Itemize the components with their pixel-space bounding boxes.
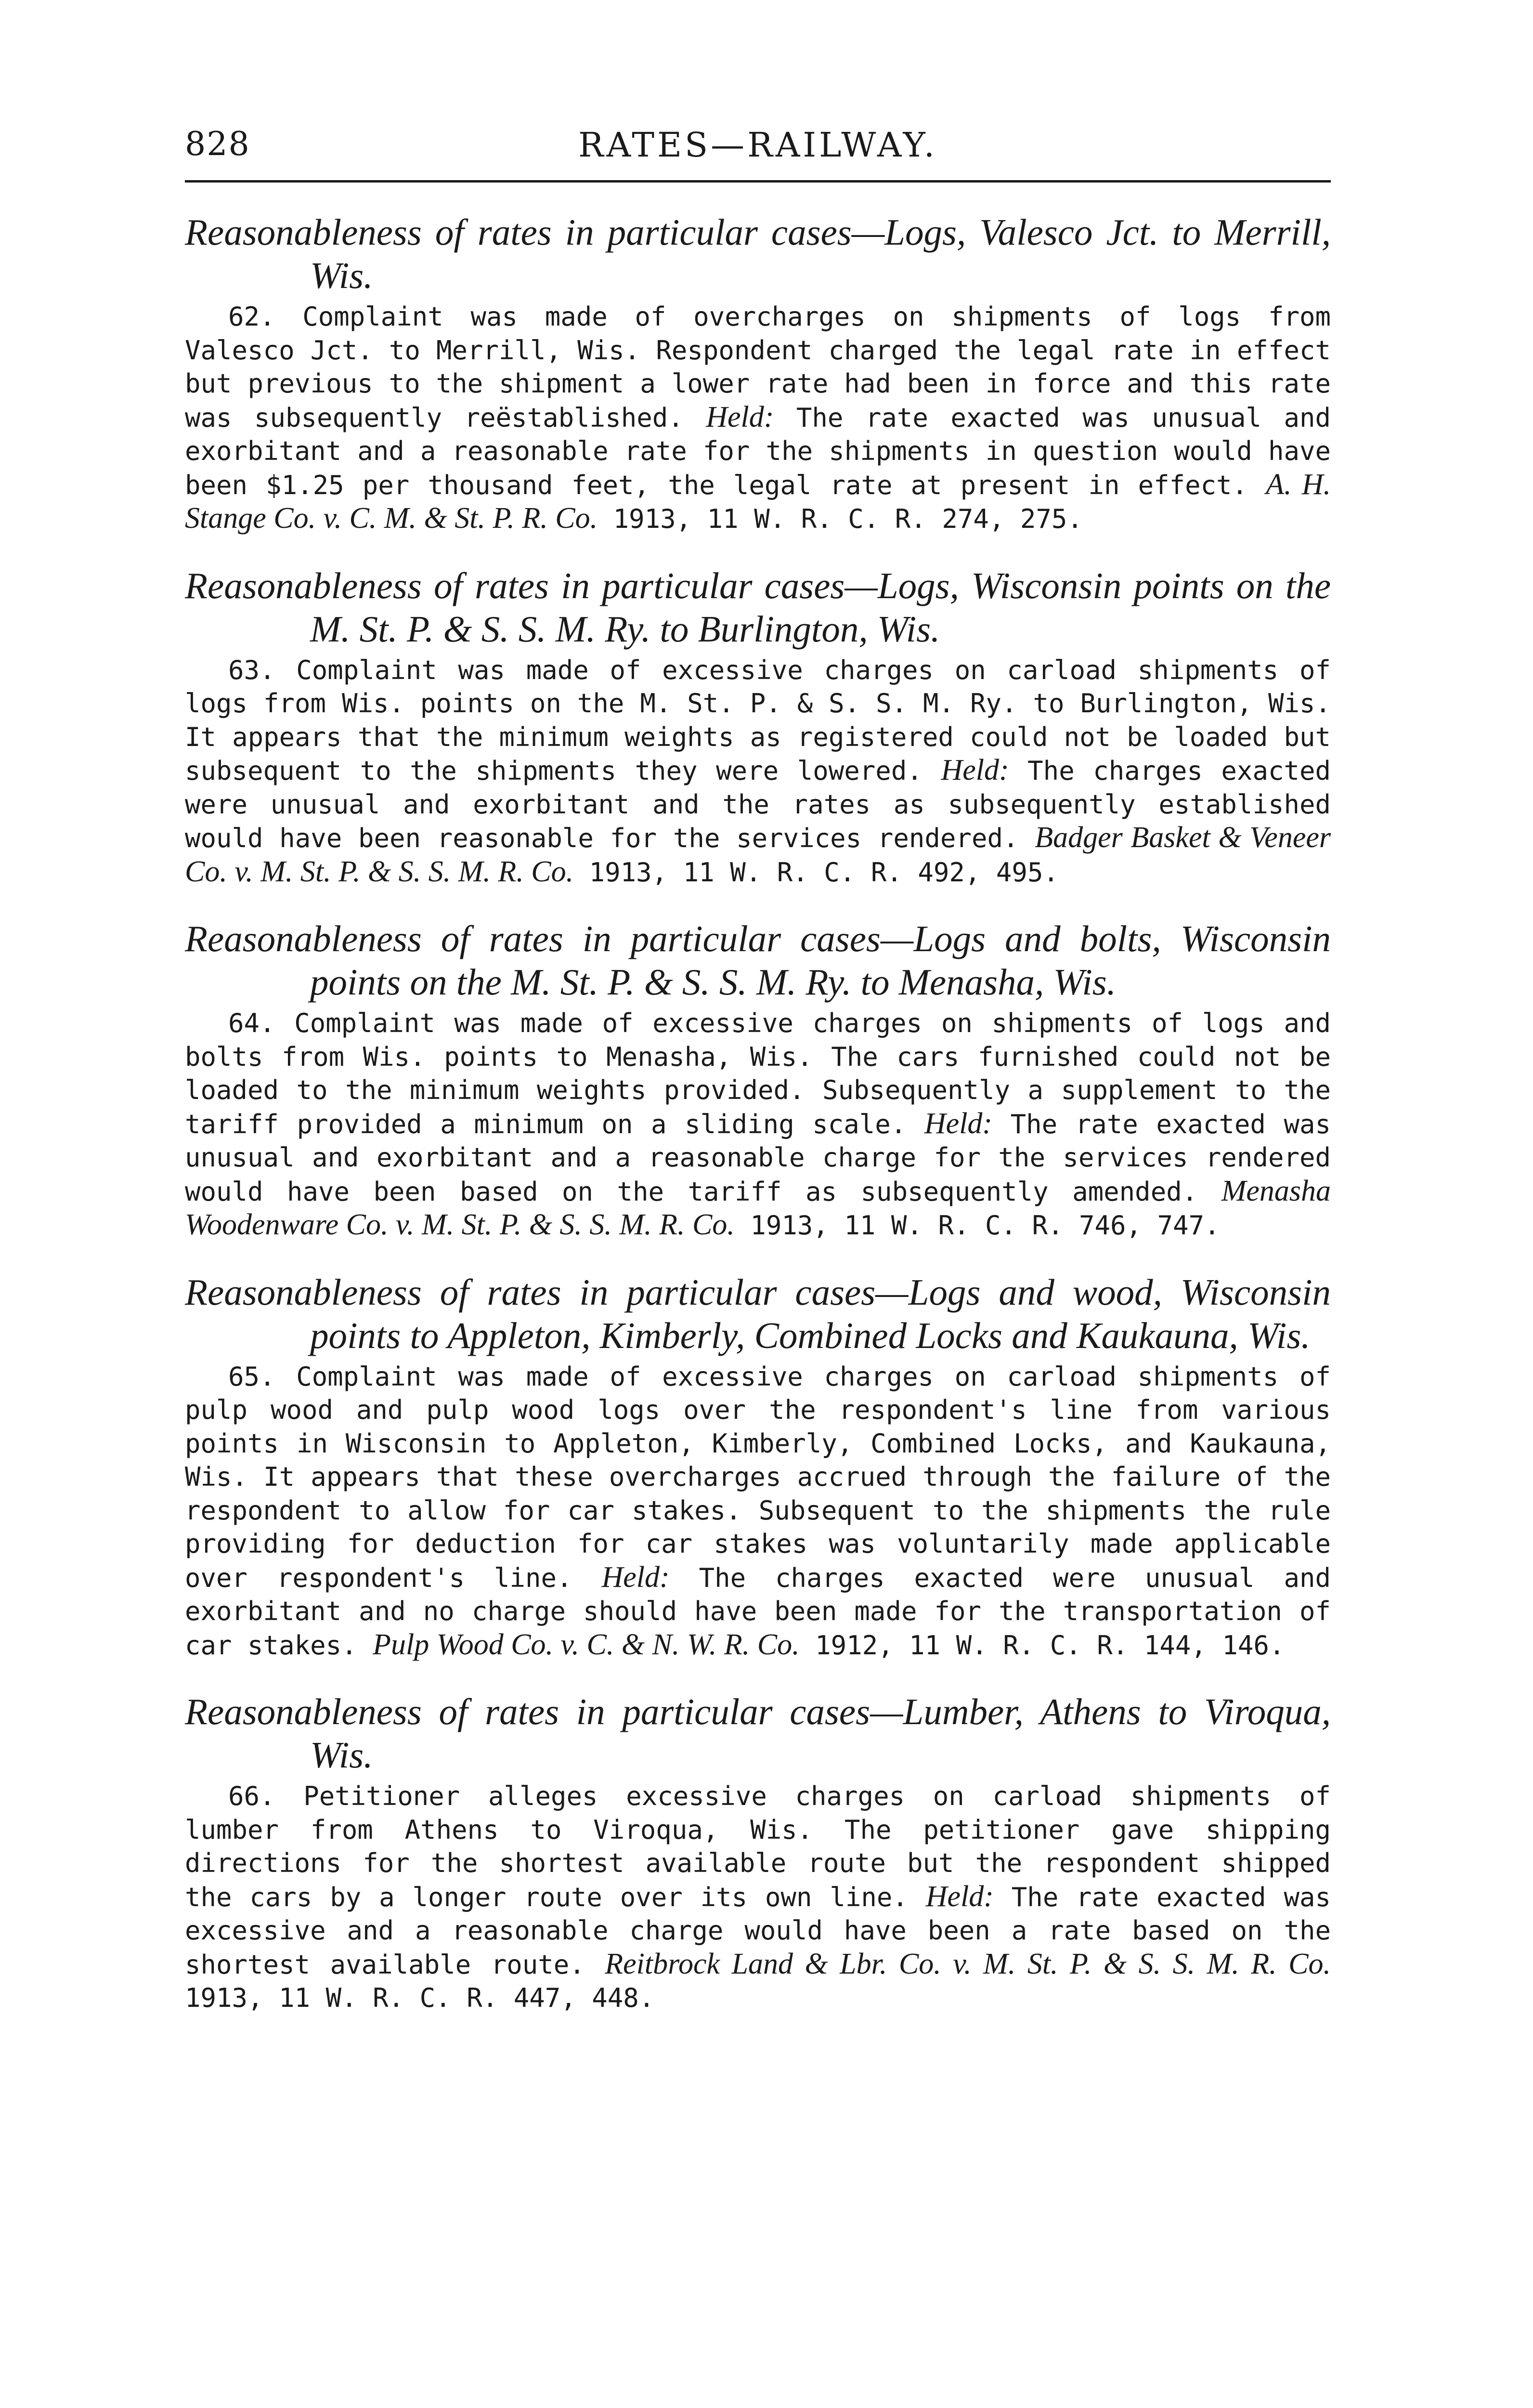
entry-heading: Reasonableness of rates in particular cases—Logs and bolts, Wisconsin points on the M. St. P. & S. S. M. Ry. to Menasha, Wis. xyxy=(185,918,1331,1003)
entry-body xyxy=(185,654,1331,890)
running-title: RATES—RAILWAY. xyxy=(578,125,938,165)
document-page xyxy=(185,125,1331,2043)
case-citation: 1912, 11 W. R. C. R. 144, 146. xyxy=(815,1630,1285,1661)
entry-63 xyxy=(185,564,1331,890)
held-label: Held: xyxy=(925,1880,994,1913)
entry-text: 62. Complaint was made of overcharges on shipments of logs from Valesco Jct. to Merrill, Wis. Respondent charged the legal rate in effect but previous to the shipment a lower rate had been in force and this rate was subsequently reëstablished. xyxy=(185,301,1331,433)
entry-body xyxy=(185,1360,1331,1662)
held-text: The rate exacted was unusual and exorbitant and a reasonable charge for the services rendered would have been based on the tariff as subsequently amended. xyxy=(185,1109,1331,1207)
entry-heading: Reasonableness of rates in particular cases—Logs, Valesco Jct. to Merrill, Wis. xyxy=(185,211,1331,296)
page-number: 828 xyxy=(185,125,250,163)
held-label: Held: xyxy=(706,400,774,433)
held-label: Held: xyxy=(924,1107,993,1140)
entry-62 xyxy=(185,210,1331,536)
entry-heading: Reasonableness of rates in particular cases—Logs and wood, Wisconsin points to Appleton, Kimberly, Combined Locks and Kaukauna, Wis. xyxy=(185,1271,1331,1356)
running-header xyxy=(185,125,1331,178)
held-label: Held: xyxy=(601,1560,670,1594)
case-name: Menasha Woodenware Co. v. M. St. P. & S. S. M. R. Co. xyxy=(185,1174,1331,1241)
held-text: The charges exacted were unusual and exorbitant and no charge should have been made for the transportation of car stakes. xyxy=(185,1562,1331,1661)
case-citation: 1913, 11 W. R. C. R. 492, 495. xyxy=(589,857,1059,888)
entry-heading: Reasonableness of rates in particular cases—Lumber, Athens to Viroqua, Wis. xyxy=(185,1691,1331,1776)
entry-64 xyxy=(185,917,1331,1243)
entry-body xyxy=(185,300,1331,536)
entry-body xyxy=(185,1780,1331,2015)
entry-heading: Reasonableness of rates in particular cases—Logs, Wisconsin points on the M. St. P. & S. S. M. Ry. to Burlington, Wis. xyxy=(185,564,1331,650)
case-citation: 1913, 11 W. R. C. R. 274, 275. xyxy=(613,504,1083,534)
entry-body xyxy=(185,1007,1331,1243)
case-name: Pulp Wood Co. v. C. & N. W. R. Co. xyxy=(373,1628,800,1661)
header-rule xyxy=(185,180,1331,183)
held-text: The charges exacted were unusual and exorbitant and the rates as subsequently established would have been reasonable for the services rendered. xyxy=(185,756,1331,853)
entry-text: 64. Complaint was made of excessive charges on shipments of logs and bolts from Wis. points to Menasha, Wis. The cars furnished could not be loaded to the minimum weights provided. Subsequently a supplement to the tariff provided a minimum on a sliding scale. xyxy=(185,1008,1331,1139)
entry-65 xyxy=(185,1270,1331,1662)
entry-66 xyxy=(185,1690,1331,2015)
held-text: The rate exacted was unusual and exorbitant and a reasonable rate for the shipments in question would have been $1.25 per thousand feet, the legal rate at present in effect. xyxy=(185,402,1331,500)
case-name: A. H. Stange Co. v. C. M. & St. P. R. Co. xyxy=(185,468,1331,535)
entry-text: 65. Complaint was made of excessive charges on carload shipments of pulp wood and pulp wood logs over the respondent's line from various points in Wisconsin to Appleton, Kimberly, Combined Locks, and Kaukauna, Wis. It appears that these overcharges accrued through the failure of the respondent to allow for car stakes. Subsequent to the shipments the rule providing for deduction for car stakes was voluntarily made applicable over respondent's line. xyxy=(185,1361,1331,1593)
case-name: Badger Basket & Veneer Co. v. M. St. P. & S. S. M. R. Co. xyxy=(185,821,1331,888)
entry-text: 63. Complaint was made of excessive charges on carload shipments of logs from Wis. points on the M. St. P. & S. S. M. Ry. to Burlington, Wis. It appears that the minimum weights as registered could not be loaded but subsequent to the shipments they were lowered. xyxy=(185,654,1331,786)
entry-text: 66. Petitioner alleges excessive charges on carload shipments of lumber from Athens to Viroqua, Wis. The petitioner gave shipping directions for the shortest available route but the respondent shipped the cars by a longer route over its own line. xyxy=(185,1781,1331,1912)
case-citation: 1913, 11 W. R. C. R. 447, 448. xyxy=(185,1983,655,2013)
case-name: Reitbrock Land & Lbr. Co. v. M. St. P. & S. S. M. R. Co. xyxy=(605,1947,1331,1980)
case-citation: 1913, 11 W. R. C. R. 746, 747. xyxy=(750,1210,1220,1241)
held-text: The rate exacted was excessive and a reasonable charge would have been a rate based on the shortest available route. xyxy=(185,1882,1331,1980)
held-label: Held: xyxy=(941,754,1009,786)
